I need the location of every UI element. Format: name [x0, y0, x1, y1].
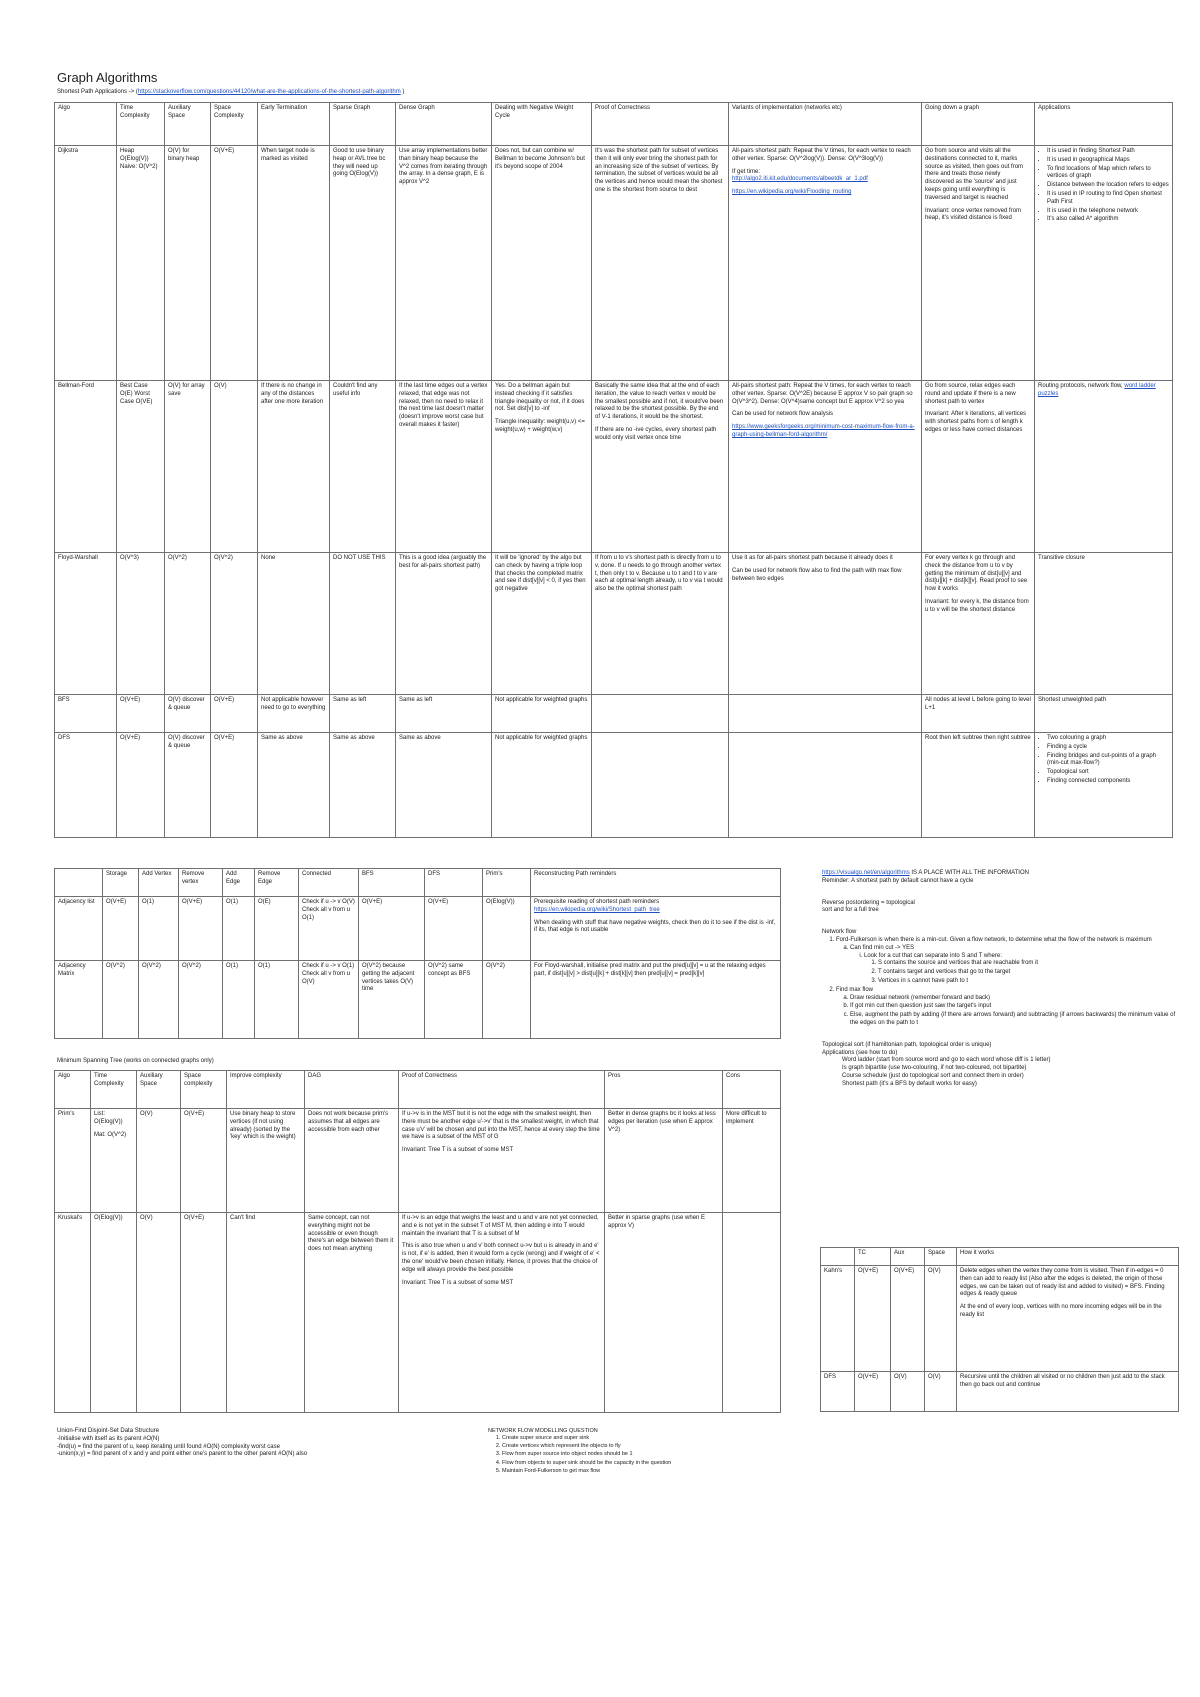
cell-variants: [729, 733, 922, 838]
ds-header-prims: Prim's: [483, 869, 531, 897]
cell-tc: O(V+E): [855, 1266, 891, 1372]
cell-neg: Does not, but can combine w/ Bellman to become Johnson's but it's beyond scope of 2004: [492, 146, 592, 381]
how-text-2: At the end of every loop, vertices with no more incoming edges will be in the ready list: [960, 1304, 1162, 1318]
union-find-line: -union(x,y) = find parent of x and y and point either one's parent to the other parent #O(N) also: [57, 1451, 308, 1458]
cell-going: [922, 553, 1035, 695]
ds-header-add-edge: Add Edge: [223, 869, 255, 897]
cell-prims: O(V^2): [483, 961, 531, 1039]
cell-time: O(V^3): [117, 553, 165, 695]
list-item: • Distance between the location refers to edges: [1047, 182, 1169, 190]
going-text: Go from source and visits all the destinations connected to it, marks source as visited, then goes out from there and treats those newly discovered as the 'source' and just keeps going until everything is traversed and target is reached: [925, 148, 1024, 201]
list-item: • Two colouring a graph: [1047, 735, 1169, 743]
cell-dag: Same concept, can not everything might not be accessible or even though there's an edge between them it does not mean anything: [305, 1213, 399, 1413]
cell-connected: Check if u -> v O(1) Check all v from u O(V): [299, 961, 359, 1039]
cell-dag: Does not work because prim's assumes that all edges are accessible from each other: [305, 1109, 399, 1213]
cell-dfs: O(V^2) same concept as BFS: [425, 961, 483, 1039]
topo-apps-title: Applications (see how to do): [822, 1049, 898, 1056]
variants-link-1[interactable]: http://algo2.iti.kit.edu/documents/albeetdk_ar_1.pdf: [732, 176, 868, 183]
cell-aux: O(V) discover & queue: [165, 733, 211, 838]
list-item: • Finding bridges and cut-points of a graph (min-cut max-flow?): [1047, 753, 1169, 769]
list-item: 2. Create vertices which represent the objects to fly: [502, 1443, 788, 1450]
list-item: • It is used in IP routing to find Open shortest Path First: [1047, 191, 1169, 207]
cell-sparse: Same as left: [330, 695, 396, 733]
list-item: • It's also called A* algorithm: [1047, 216, 1169, 224]
list-item: • It is used in finding Shortest Path: [1047, 148, 1169, 156]
cell-space: O(V+E): [211, 146, 258, 381]
cell-space: O(V+E): [211, 733, 258, 838]
sp-header-neg: Dealing with Negative Weight Cycle: [492, 103, 592, 146]
cell-dense: If the last time edges out a vertex relaxed, that edge was not relaxed, then no need to relax it the next time last doesn't matter (doesn't improve worst case but overall makes it faster): [396, 381, 492, 553]
ds-header-remove-edge: Remove Edge: [255, 869, 299, 897]
proof-text-2: If there are no -ive cycles, every shortest path would only visit vertex once time: [595, 426, 717, 441]
cell-early: Same as above: [258, 733, 330, 838]
cell-neg: [492, 381, 592, 553]
list-item: [864, 953, 1182, 986]
shortest-path-table: [54, 102, 1173, 838]
union-find-line: -find(u) = find the parent of u, keep iterating until found #O(N) complexity worst case: [57, 1443, 280, 1450]
sp-header-going: Going down a graph: [922, 103, 1035, 146]
mst-header-row: [55, 1071, 781, 1109]
subtitle-suffix: ): [400, 89, 405, 95]
ds-header-storage: Storage: [103, 869, 139, 897]
list-item: 1. Create super source and super sink: [502, 1435, 788, 1442]
mst-header-time: Time Complexity: [91, 1071, 137, 1109]
ts-header-how: How it works: [957, 1248, 1179, 1266]
cell-aux: O(V) discover & queue: [165, 695, 211, 733]
mst-header-improve: Improve complexity: [227, 1071, 305, 1109]
cell-remove-vertex: O(V+E): [179, 897, 223, 961]
cell-algo: Kruskal's: [55, 1213, 91, 1413]
cell-name: Adjacency Matrix: [55, 961, 103, 1039]
list-item: 3. Flow from super source into object nodes should be 1: [502, 1451, 788, 1458]
ts-header-aux: Aux: [891, 1248, 925, 1266]
going-invariant: Invariant: for every k, the distance from u to v will be the shortest distance: [925, 598, 1029, 613]
visualgo-line: [822, 870, 1182, 878]
cell-early: When target node is marked as visited: [258, 146, 330, 381]
cell-cons: More difficult to implement: [723, 1109, 781, 1213]
sp-header-time: Time Complexity: [117, 103, 165, 146]
cell-remove-edge: O(E): [255, 897, 299, 961]
variants-text: Use it as for all-pairs shortest path because it already does it: [732, 555, 893, 561]
cell-how: [957, 1266, 1179, 1372]
variants-text-2: Can be used for network flow analysis: [732, 411, 834, 418]
cell-sparse: Good to use binary heap or AVL tree bc they will need up going O(Elog(V)): [330, 146, 396, 381]
cell-time: Best Case O(E) Worst Case O(VE): [117, 381, 165, 553]
cell-going: Root then left subtree then right subtree: [922, 733, 1035, 838]
cell-dfs: O(V+E): [425, 897, 483, 961]
ds-row-list: [55, 897, 781, 961]
sp-row-bellman: [55, 381, 1173, 553]
note-prefix: Prerequisite reading of shortest path reminders: [534, 899, 660, 905]
apps-link[interactable]: word ladder puzzles: [1038, 383, 1156, 397]
proof-text-2: This is also true when u and v' both connect u->v but u is already in and e' is not, if e' is added, then it would form a cycle (wrong) and if weight of e' < the one' would've been chosen initially. Hence, it proves that the choice of edge will always provide the best possible: [402, 1243, 600, 1273]
cell-remove-edge: O(1): [255, 961, 299, 1039]
cell-time: O(V+E): [117, 733, 165, 838]
sp-header-variants: Variants of implementation (networks etc): [729, 103, 922, 146]
cell-improve: Can't find: [227, 1213, 305, 1413]
union-find-line: -Initialise with itself as its parent #O(N): [57, 1435, 160, 1442]
reverse-postorder-1: Reverse postordering = topological: [822, 899, 915, 906]
sp-header-dense: Dense Graph: [396, 103, 492, 146]
cell-add-vertex: O(V^2): [139, 961, 179, 1039]
sp-row-floyd: [55, 553, 1173, 695]
sp-header-early: Early Termination: [258, 103, 330, 146]
nf-modelling-title: NETWORK FLOW MODELLING QUESTION: [488, 1428, 598, 1434]
ds-header-row: [55, 869, 781, 897]
mst-table: [54, 1070, 781, 1413]
list-item: • Topological sort: [1047, 769, 1169, 777]
cell-variants: [729, 553, 922, 695]
mst-header-pros: Pros: [605, 1071, 723, 1109]
ds-header-bfs: BFS: [359, 869, 425, 897]
ts-header-space: Space: [925, 1248, 957, 1266]
cell-neg: Not applicable for weighted graphs: [492, 695, 592, 733]
cell-early: None: [258, 553, 330, 695]
cell-aux: O(V+E): [891, 1266, 925, 1372]
mst-row-kruskal: [55, 1213, 781, 1413]
ds-header-add-vertex: Add Vertex: [139, 869, 179, 897]
list-item: [836, 987, 1182, 1028]
ts-row-dfs: [821, 1372, 1179, 1412]
list-item: 1. S contains the source and vertices that are reachable from it: [878, 960, 1182, 968]
cell-space: O(V): [211, 381, 258, 553]
ts-header-empty: [821, 1248, 855, 1266]
cell-time: O(Elog(V)): [91, 1213, 137, 1413]
cell-space: O(V+E): [181, 1109, 227, 1213]
union-find-notes: [57, 1428, 427, 1459]
cell-storage: O(V+E): [103, 897, 139, 961]
sp-header-apps: Applications: [1035, 103, 1173, 146]
nf-sub-text: Can find min cut -> YES: [850, 944, 915, 951]
cell-early: Not applicable however need to go to everything: [258, 695, 330, 733]
cell-apps: [1035, 733, 1173, 838]
cell-aux: O(V) for binary heap: [165, 146, 211, 381]
variants-link-2[interactable]: https://en.wikipedia.org/wiki/Flooding_routing: [732, 189, 852, 196]
ts-header-tc: TC: [855, 1248, 891, 1266]
cell-bfs: O(V+E): [359, 897, 425, 961]
mst-header-space: Space complexity: [181, 1071, 227, 1109]
cell-going: [922, 146, 1035, 381]
topo-apps: [822, 1057, 1182, 1088]
list-item: • Finding connected components: [1047, 778, 1169, 786]
cell-space: O(V+E): [181, 1213, 227, 1413]
cell-aux: O(V): [137, 1213, 181, 1413]
cell-name: DFS: [821, 1372, 855, 1412]
cell-aux: O(V^2): [165, 553, 211, 695]
cell-sparse: DO NOT USE THIS: [330, 553, 396, 695]
cell-improve: Use binary heap to store vertices (if not using already) (sorted by the 'key' which is the weight): [227, 1109, 305, 1213]
cell-proof: [592, 733, 729, 838]
reconstruct-title: Reconstructing Path reminders: [534, 871, 617, 877]
page-title: Graph Algorithms: [57, 70, 158, 85]
proof-text: If u->v is an edge that weighs the least and u and v are not yet connected, and e is not yet in the subset T of MST M, then adding e into T would maintain the invariant that T is a subset of M: [402, 1215, 599, 1237]
variants-text: All-pairs shortest path: Repeat the V times, for each vertex to reach other vertex. Sparse: O(V^2log(V)). Dense: O(V^3log(V)): [732, 148, 911, 162]
mst-header-dag: DAG: [305, 1071, 399, 1109]
cell-space: O(V): [925, 1266, 957, 1372]
cell-algo: Floyd-Warshall: [55, 553, 117, 695]
list-item: • Finding a cycle: [1047, 744, 1169, 752]
cell-variants: [729, 146, 922, 381]
right-notes: [822, 870, 1182, 1089]
cell-dense: Use array implementations better than binary heap because the V^2 comes from iterating through the array. In a dense graph, E is approx V^2: [396, 146, 492, 381]
list-item: • To find locations of Map which refers to vertices of graph: [1047, 166, 1169, 182]
sp-header-aux: Auxiliary Space: [165, 103, 211, 146]
cell-prims: O(Elog(V)): [483, 897, 531, 961]
sp-header-sparse: Sparse Graph: [330, 103, 396, 146]
note-text: When dealing with stuff that have negative weights, check then do it to see if the dist is -inf, if its, that edge is not usable: [534, 919, 776, 934]
cell-aux: O(V): [137, 1109, 181, 1213]
how-text: Delete edges when the vertex they come from is visited. Then if in-edges = 0 then can add to ready list (Also after the edges is deleted, the origin of those edges, we can be taken out of ready list and added to visited) = BFS. Finding edges & ready queue: [960, 1268, 1165, 1298]
cell-apps: Shortest unweighted path: [1035, 695, 1173, 733]
sp-row-dfs: [55, 733, 1173, 838]
cell-proof: [592, 381, 729, 553]
apps-list: [1038, 735, 1169, 786]
cell-algo: DFS: [55, 733, 117, 838]
going-text: For every vertex k go through and check the distance from u to v by getting the minimum of dist[u][v] and dist[u][k] + dist[k][v]. Read proof to see how it works: [925, 555, 1028, 593]
cell-bfs: O(V^2) because getting the adjacent vertices takes O(V) time: [359, 961, 425, 1039]
list-item: [836, 937, 1182, 986]
going-text: Go from source, relax edges each round and update if there is a new shortest path to vertex: [925, 383, 1016, 405]
cell-pros: Better in sparse graphs (use when E approx V): [605, 1213, 723, 1413]
cell-proof: [399, 1109, 605, 1213]
network-flow-modelling: [488, 1428, 788, 1476]
cell-time: Heap O(Elog(V)) Naive: O(V^2): [117, 146, 165, 381]
time-list: List: O(Elog(V)): [94, 1111, 123, 1125]
cell-aux: O(V) for array save: [165, 381, 211, 553]
network-flow-list: [822, 937, 1182, 1028]
sp-header-row: [55, 103, 1173, 146]
cell-algo: BFS: [55, 695, 117, 733]
mst-header-algo: Algo: [55, 1071, 91, 1109]
ds-header-dfs: DFS: [425, 869, 483, 897]
nf-modelling-list: [488, 1435, 788, 1475]
subtitle: [57, 89, 1177, 97]
cell-algo: Prim's: [55, 1109, 91, 1213]
ds-row-matrix: [55, 961, 781, 1039]
sp-row-dijkstra: [55, 146, 1173, 381]
union-find-title: Union-Find Disjoint-Set Data Structure: [57, 1428, 160, 1434]
neg-text: Yes. Do a bellman again but instead checking if it satisfies triangle inequality or not, if it does not. Set dist[v] to -inf: [495, 383, 585, 413]
cell-proof: It's was the shortest path for subset of vertices then it will only ever bring the shortest path for an increasing size of the subset of vertices. By termination, the subset of vertices would be all the vertices and hence would mean the shortest one is the shortest from source to dest: [592, 146, 729, 381]
proof-invariant: Invariant: Tree T is a subset of some MST: [402, 1279, 514, 1286]
cell-neg: Not applicable for weighted graphs: [492, 733, 592, 838]
topo-app: Is graph bipartite (use two-colouring, if not two-coloured, not bipartite): [842, 1065, 1027, 1072]
topo-title: Topological sort (if hamiltonian path, topological order is unique): [822, 1041, 992, 1048]
nf-item-text: Ford-Fulkerson is when there is a min-cut. Given a flow network, to determine what the flow of the network is maximum: [836, 936, 1152, 943]
data-structure-table: [54, 868, 781, 1039]
mst-row-prims: [55, 1109, 781, 1213]
cell-space: O(V^2): [211, 553, 258, 695]
cell-proof: [592, 695, 729, 733]
visualgo-suffix: IS A PLACE WITH ALL THE INFORMATION: [909, 870, 1029, 876]
subtitle-link[interactable]: https://stackoverflow.com/questions/44120/what-are-the-applications-of-the-shortest-path-algorithm: [137, 89, 401, 95]
mst-header-cons: Cons: [723, 1071, 781, 1109]
cell-add-edge: O(1): [223, 961, 255, 1039]
cell-going: [922, 381, 1035, 553]
cell-add-vertex: O(1): [139, 897, 179, 961]
nf-item-text: Find max flow: [836, 986, 874, 993]
variants-text: All-pairs shortest path: Repeat the V times, for each vertex to reach other vertex. Sparse: O(V^2E) because E approx V so pair graph so O(V^3^2). Dense: O(V^4)same concept but E approx V^2 so yea: [732, 383, 913, 405]
cell-connected: Check if u -> v O(V) Check all v from u O(1): [299, 897, 359, 961]
list-item: 4. Flow from objects to super sink should be the capacity in the question: [502, 1460, 788, 1467]
cell-note: For Floyd-warshall, initialise pred matrix and put the pred[u][v] = u at the relaxing edges part, if dist[u][v] > dist[u][k] + dist[k][v] then pred[u][v] = pred[k][v]: [531, 961, 781, 1039]
cell-aux: O(V): [891, 1372, 925, 1412]
cell-proof: [399, 1213, 605, 1413]
cell-proof: If from u to v's shortest path is directly from u to v, done. If u needs to go through another vertex t, then only t to v. Because u to t and t to v are each at optimal length already, u to v via t would also be the optimal shortest path: [592, 553, 729, 695]
nf-sublist: [836, 995, 1182, 1028]
cell-apps: [1035, 146, 1173, 381]
list-item: c. Else, augment the path by adding (if there are arrows forward) and subtracting (if arrows backwards) the minimum value of the edges on the path to t: [850, 1012, 1182, 1028]
cell-name: Kahn's: [821, 1266, 855, 1372]
mst-header-aux: Auxiliary Space: [137, 1071, 181, 1109]
proof-text: Basically the same idea that at the end of each iteration, the value to reach vertex v would be the smallest possible and if not, it would've been relaxed to be the shortest possible. By the end of V-1 iterations, it would be the shortest.: [595, 383, 724, 421]
nf-subsublist: [850, 953, 1182, 986]
visualgo-link[interactable]: https://visualgo.net/en/algorithms: [822, 870, 910, 876]
topo-app: Shortest path (it's a BFS by default works for easy): [842, 1080, 977, 1087]
cell-add-edge: O(1): [223, 897, 255, 961]
cell-time: O(V+E): [117, 695, 165, 733]
variants-if: If get time:: [732, 168, 761, 175]
cell-neg: It will be 'ignored' by the algo but can check by having a triple loop that checks the completed matrix and see if dist[v][v] < 0, if yes then got negative: [492, 553, 592, 695]
ds-header-connected: Connected: [299, 869, 359, 897]
proof-text: If u->v is in the MST but it is not the edge with the smallest weight, then there must be another edge u'->v' that is the smallest weight, in which that case u'v' will be chosen and put into the MST, hence at every step the time we have is a subset of the MST of G: [402, 1111, 600, 1141]
sp-header-algo: Algo: [55, 103, 117, 146]
list-item: b. If got min cut then question just saw the target's input: [850, 1003, 1182, 1011]
ds-header-remove-vertex: Remove vertex: [179, 869, 223, 897]
apps-list: [1038, 148, 1169, 224]
cell-remove-vertex: O(V^2): [179, 961, 223, 1039]
topo-sort-table: [820, 1247, 1179, 1412]
mst-header-proof: Proof of Correctness: [399, 1071, 605, 1109]
cell-space: O(V+E): [211, 695, 258, 733]
cell-storage: O(V^2): [103, 961, 139, 1039]
list-item: • It is used in geographical Maps: [1047, 157, 1169, 165]
cell-sparse: Same as above: [330, 733, 396, 838]
topo-app: Word ladder (start from source word and go to each word whose diff is 1 letter): [842, 1057, 1051, 1064]
cell-dense: Same as left: [396, 695, 492, 733]
list-item: 3. Vertices in s cannot have path to t: [878, 978, 1182, 986]
cell-note: [531, 897, 781, 961]
neg-text-2: Triangle inequality: weight(u,v) <= weight(u,w) + weight(w,v): [495, 419, 585, 433]
cell-algo: Bellman-Ford: [55, 381, 117, 553]
cell-space: O(V): [925, 1372, 957, 1412]
list-item: a. Draw residual network (remember forward and back): [850, 995, 1182, 1003]
network-flow-title: Network flow: [822, 929, 857, 936]
nf-sublist: [836, 945, 1182, 986]
cell-name: Adjacency list: [55, 897, 103, 961]
ds-header-reconstruct: [531, 869, 781, 897]
mst-title: Minimum Spanning Tree (works on connected graphs only): [57, 1058, 214, 1064]
reminder: Reminder: A shortest path by default cannot have a cycle: [822, 877, 974, 884]
note-link[interactable]: https://en.wikipedia.org/wiki/Shortest_path_tree: [534, 906, 660, 913]
nf-subsub-text: Look for a cut that can separate into S and T where:: [864, 952, 1002, 959]
topo-app: Course schedule (just do topological sort and connect them in order): [842, 1072, 1024, 1079]
time-mat: Mat: O(V^2): [94, 1131, 127, 1138]
sp-header-proof: Proof of Correctness: [592, 103, 729, 146]
cell-pros: Better in dense graphs bc it looks at less edges per iteration (use when E approx V^2): [605, 1109, 723, 1213]
nf-cut-list: [864, 960, 1182, 985]
ds-header-empty: [55, 869, 103, 897]
variants-text-2: Can be used for network flow also to find the path with max flow between two edges: [732, 567, 902, 582]
going-invariant: Invariant: After k iterations, all vertices with shortest paths from s of length k edges or less have correct distances: [925, 411, 1027, 433]
cell-algo: Dijkstra: [55, 146, 117, 381]
cell-sparse: Couldn't find any useful info: [330, 381, 396, 553]
list-item: 2. T contains target and vertices that go to the target: [878, 969, 1182, 977]
cell-cons: [723, 1213, 781, 1413]
cell-tc: O(V+E): [855, 1372, 891, 1412]
cell-going: All nodes at level L before going to level L+1: [922, 695, 1035, 733]
cell-variants: [729, 695, 922, 733]
variants-link[interactable]: https://www.geeksforgeeks.org/minimum-cost-maximum-flow-from-a-graph-using-bellman-ford-algorithm/: [732, 424, 915, 438]
ts-header-row: [821, 1248, 1179, 1266]
cell-early: If there is no change in any of the distances after one more iteration: [258, 381, 330, 553]
cell-apps: [1035, 381, 1173, 553]
sp-header-space: Space Complexity: [211, 103, 258, 146]
cell-apps: Transitive closure: [1035, 553, 1173, 695]
going-invariant: Invariant: once vertex removed from heap, it's visited distance is fixed: [925, 207, 1022, 222]
cell-variants: [729, 381, 922, 553]
reverse-postorder-2: sort and for a full tree: [822, 907, 879, 914]
cell-how: Recursive until the children all visited or no children then just add to the stack then go back out and continue: [957, 1372, 1179, 1412]
list-item: 5. Maintain Ford-Fulkerson to get max flow: [502, 1468, 788, 1475]
sp-row-bfs: [55, 695, 1173, 733]
cell-dense: This is a good idea (arguably the best for all-pairs shortest path): [396, 553, 492, 695]
ts-row-kahn: [821, 1266, 1179, 1372]
cell-dense: Same as above: [396, 733, 492, 838]
list-item: • It is used in the telephone network: [1047, 208, 1169, 216]
subtitle-prefix: Shortest Path Applications -> (: [57, 89, 138, 95]
apps-text: Routing protocols, network flow,: [1038, 383, 1123, 389]
proof-invariant: Invariant: Tree T is a subset of some MST: [402, 1147, 514, 1154]
cell-time: [91, 1109, 137, 1213]
list-item: [850, 945, 1182, 986]
